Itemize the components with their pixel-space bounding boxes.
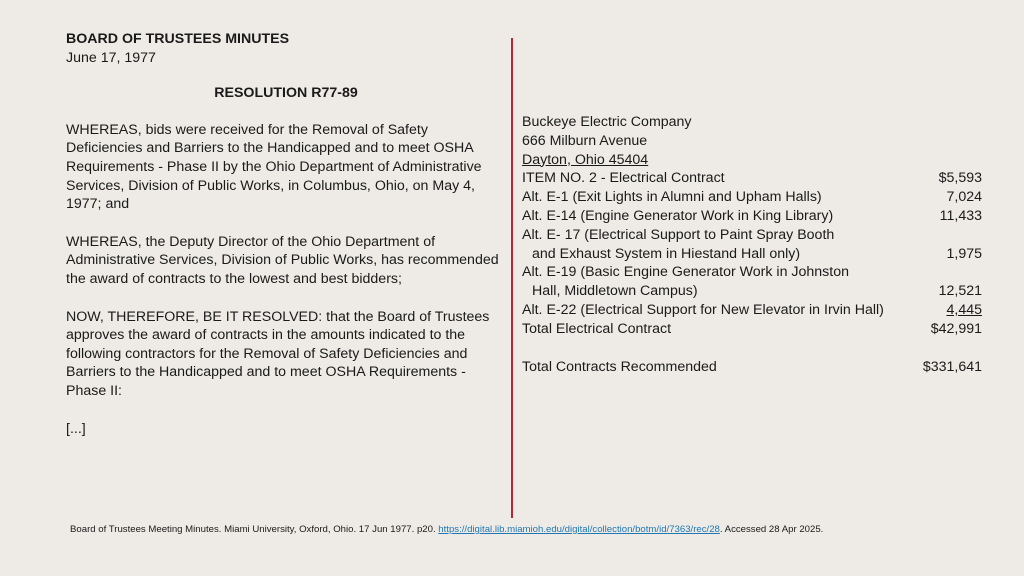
contract-label: ITEM NO. 2 - Electrical Contract [522, 170, 725, 187]
resolution-number: RESOLUTION R77-89 [214, 85, 358, 102]
meeting-date: June 17, 1977 [66, 49, 156, 66]
document-title: BOARD OF TRUSTEES MINUTES [66, 31, 290, 47]
right-column [522, 113, 982, 376]
total-recommended-amount: $331,641 [922, 358, 982, 375]
resolved-paragraph: NOW, THEREFORE, BE IT RESOLVED: that the Board of Trustees approves the award of contracts in the amounts indicated to the following contractors for the Removal of Safety Deficiencies and Barriers to the Handicapped and to meet OSHA Requirements - Phase II: [66, 308, 490, 399]
contract-row [522, 245, 982, 264]
total-recommended-row [522, 358, 982, 377]
contract-label: and Exhaust System in Hiestand Hall only) [532, 245, 801, 262]
contract-row [522, 188, 982, 207]
red-divider [511, 38, 513, 518]
contract-row [522, 263, 982, 282]
ellipsis: [...] [66, 420, 86, 437]
contract-label: Alt. E-1 (Exit Lights in Alumni and Upham Halls) [522, 189, 822, 206]
citation [70, 524, 990, 535]
contract-amount: 4,445 [946, 301, 982, 318]
citation-text: Board of Trustees Meeting Minutes. Miami University, Oxford, Ohio. 17 Jun 1977. p20. [70, 524, 439, 535]
contract-label: Hall, Middletown Campus) [532, 283, 698, 300]
contract-row [522, 169, 982, 188]
contract-amount: 11,433 [939, 207, 982, 224]
company-city: Dayton, Ohio 45404 [522, 151, 649, 168]
total-electrical-label: Total Electrical Contract [522, 320, 672, 337]
spacer [522, 339, 982, 358]
contract-label: Alt. E- 17 (Electrical Support to Paint Spray Booth [522, 226, 835, 243]
contract-amount: 1,975 [946, 245, 982, 262]
total-electrical-row [522, 320, 982, 339]
company-street: 666 Milburn Avenue [522, 132, 648, 149]
citation-link[interactable]: https://digital.lib.miamioh.edu/digital/collection/botm/id/7363/rec/28 [438, 524, 720, 535]
whereas-paragraph-1: WHEREAS, bids were received for the Removal of Safety Deficiencies and Barriers to the Handicapped and to meet OSHA Requirements - Phase II by the Ohio Department of Administrative Services, Division of Public Works, in Columbus, Ohio, on May 4, 1977; and [66, 121, 482, 213]
contract-label: Alt. E-19 (Basic Engine Generator Work in Johnston [522, 264, 849, 281]
contract-amount: 12,521 [938, 283, 982, 300]
left-column [66, 30, 506, 457]
citation-accessed: . Accessed 28 Apr 2025. [719, 524, 824, 535]
contract-row [522, 226, 982, 245]
total-recommended-label: Total Contracts Recommended [522, 358, 717, 375]
contract-row [522, 282, 982, 301]
company-name: Buckeye Electric Company [522, 114, 692, 130]
contract-amount: $5,593 [938, 170, 982, 187]
contract-row [522, 301, 982, 320]
total-electrical-amount: $42,991 [930, 320, 982, 337]
whereas-paragraph-2: WHEREAS, the Deputy Director of the Ohio Department of Administrative Services, Division of Public Works, has recommended the award of contracts to the lowest and best bidders; [66, 233, 499, 287]
contract-label: Alt. E-22 (Electrical Support for New Elevator in Irvin Hall) [522, 301, 884, 318]
contract-row [522, 207, 982, 226]
contract-amount: 7,024 [946, 189, 982, 206]
contract-label: Alt. E-14 (Engine Generator Work in King Library) [522, 207, 834, 224]
